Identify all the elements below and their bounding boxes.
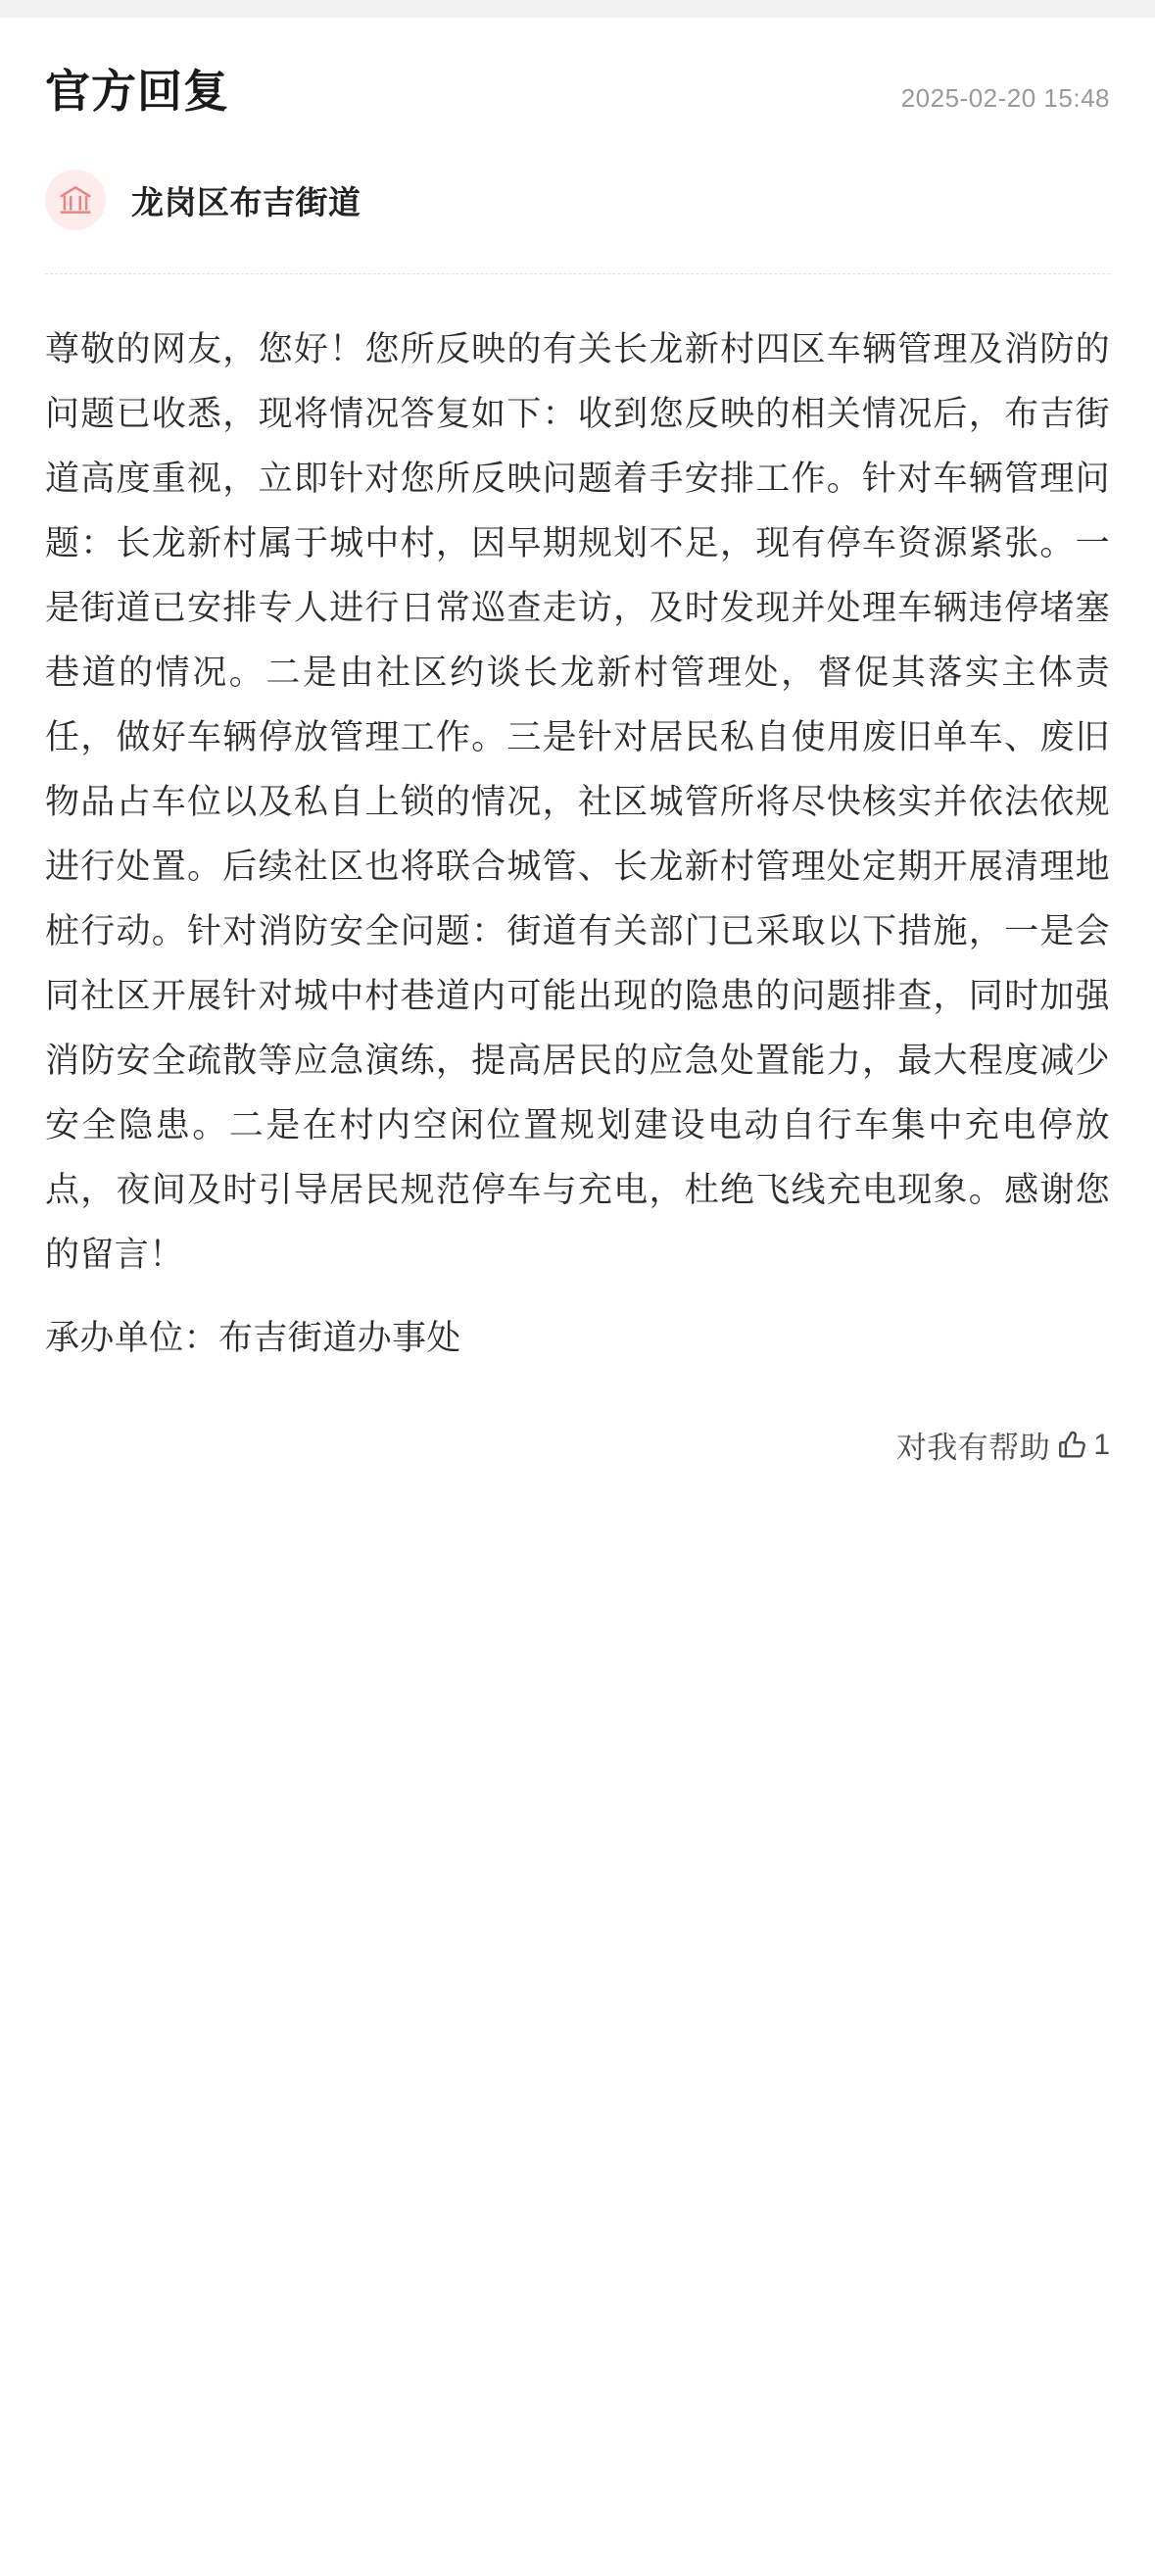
organization-name: 龙岗区布吉街道 [131,183,361,220]
helpful-row[interactable] [45,1423,1110,1506]
header-row [45,18,1110,119]
reply-timestamp: 2025-02-20 15:48 [900,83,1110,113]
handling-department: 承办单位：布吉街道办事处 [45,1319,461,1358]
top-strip [0,0,1155,18]
thumbs-up-button[interactable] [1056,1429,1110,1462]
helpful-count: 1 [1093,1428,1110,1461]
government-building-icon [45,170,106,230]
helpful-label: 对我有帮助 [895,1431,1051,1466]
page-title: 官方回复 [45,66,229,117]
official-reply-card [0,18,1155,1506]
organization-row[interactable] [45,170,1110,274]
thumbs-up-icon[interactable] [1056,1429,1089,1462]
reply-body: 尊敬的网友，您好！您所反映的有关长龙新村四区车辆管理及消防的问题已收悉，现将情况答复如下：收到您反映的相关情况后，布吉街道高度重视，立即针对您所反映问题着手安排工作。针对车辆管理问题：长龙新村属于城中村，因早期规划不足，现有停车资源紧张。一是街道已安排专人进行日常巡查走访，及时发现并处理车辆违停堵塞巷道的情况。二是由社区约谈长龙新村管理处，督促其落实主体责任，做好车辆停放管理工作。三是针对居民私自使用废旧单车、废旧物品占车位以及私自上锁的情况，社区城管所将尽快核实并依法依规进行处置。后续社区也将联合城管、长龙新村管理处定期开展清理地桩行动。针对消防安全问题：街道有关部门已采取以下措施，一是会同社区开展针对城中村巷道内可能出现的隐患的问题排查，同时加强消防安全疏散等应急演练，提高居民的应急处置能力，最大程度减少安全隐患。二是在村内空闲位置规划建设电动自行车集中充电停放点，夜间及时引导居民规范停车与充电，杜绝飞线充电现象。感谢您的留言！ [45,330,1110,1275]
